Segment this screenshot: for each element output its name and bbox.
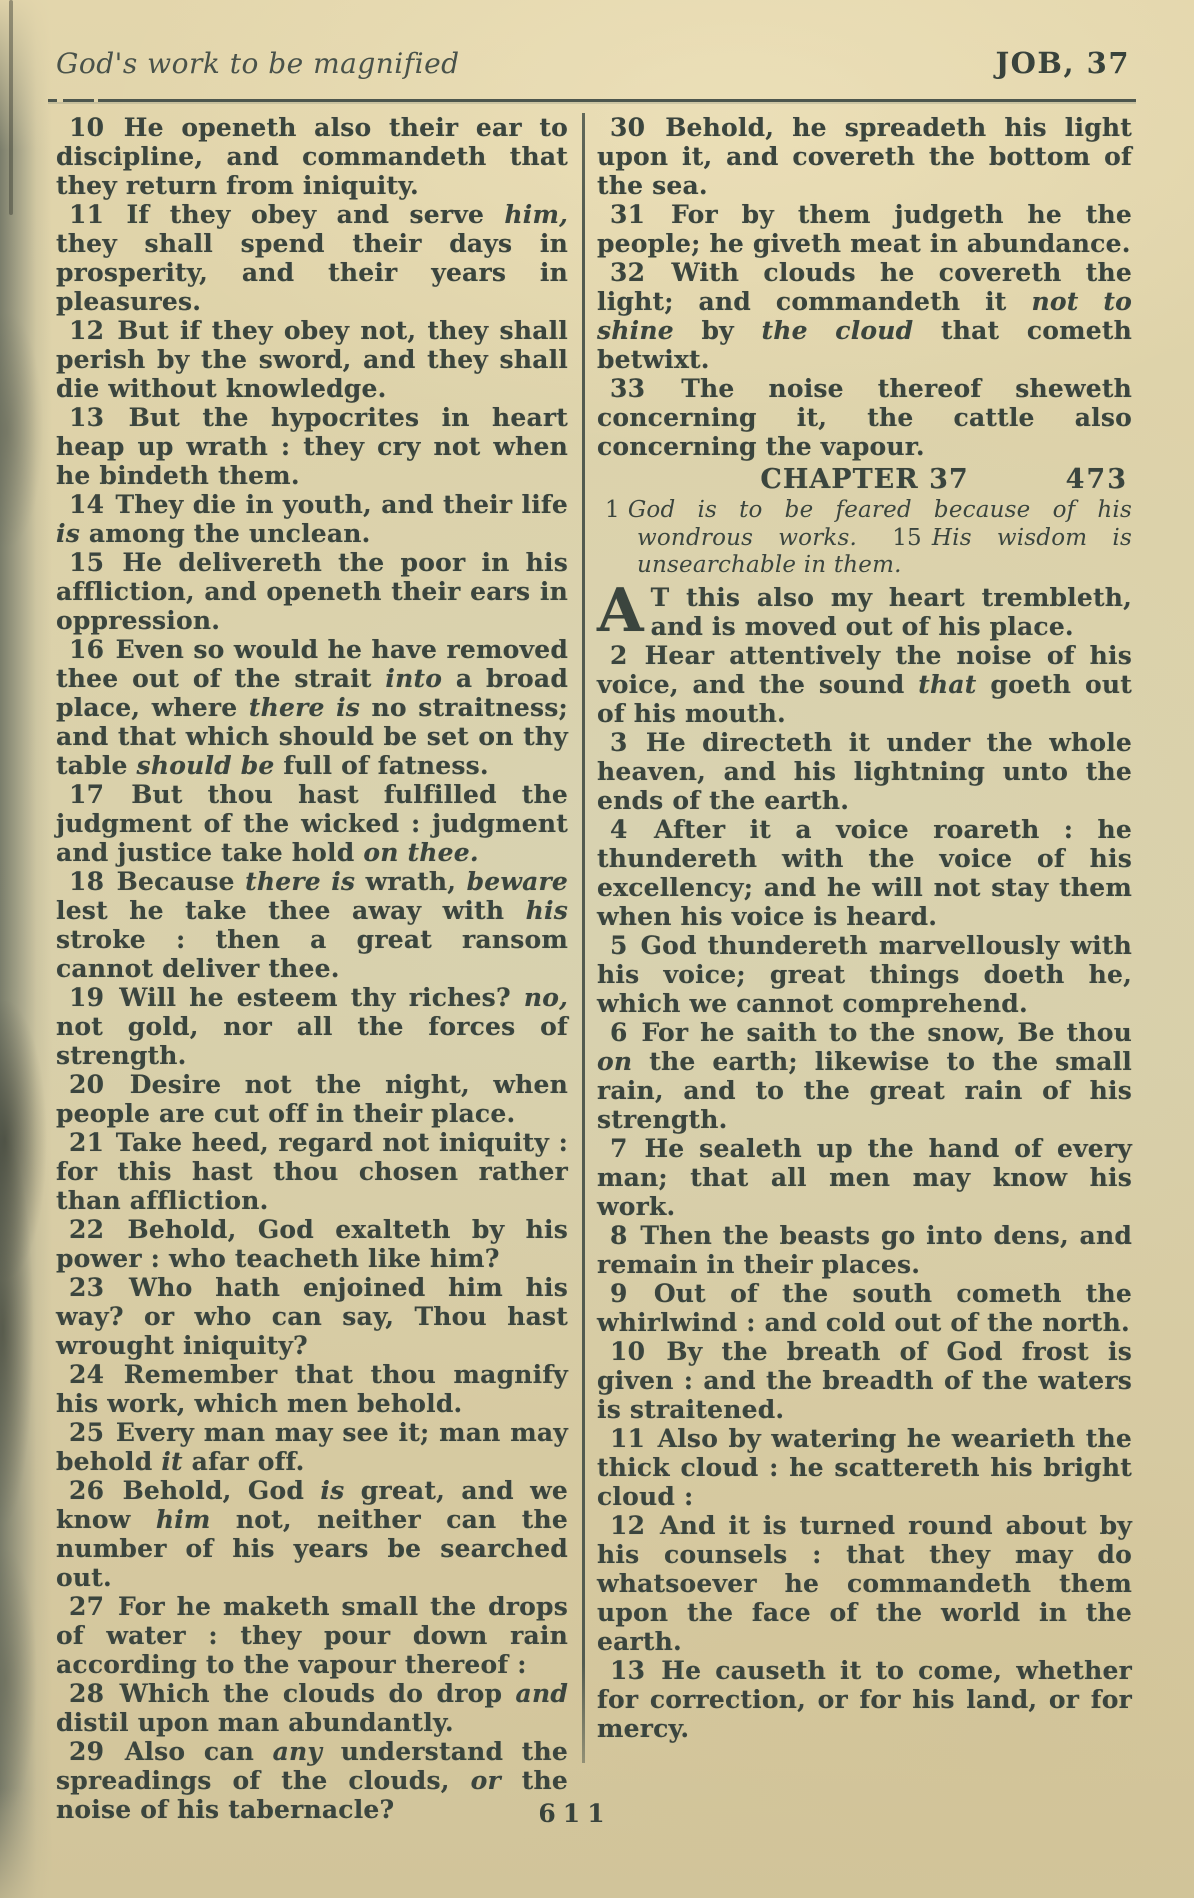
verse-37-7: 7 He sealeth up the hand of every man; that all men may know his work. [597, 1133, 1132, 1221]
summary-verse-ref: 1 [605, 497, 620, 523]
chapter-37-verses [597, 641, 1132, 1743]
verse-36-16: 16 Even so would he have removed thee out of the strait into a broad place, where there is no straitness; and that which should be set on thy table should be full of fatness. [56, 635, 568, 780]
column-divider [582, 113, 585, 1763]
verse-number: 20 [69, 1070, 105, 1099]
summary-text: His wisdom is unsearchable in them. [637, 524, 1132, 578]
book-chapter-reference: JOB, 37 [995, 46, 1130, 80]
verse-number: 28 [69, 1679, 105, 1708]
chapter-summary [605, 497, 1132, 580]
verse-number: 19 [69, 983, 105, 1012]
verse-36-10: 10 He openeth also their ear to discipline, and commandeth that they return from iniquity. [56, 113, 568, 200]
verse-number: 12 [610, 1510, 646, 1540]
verse-number: 16 [69, 635, 105, 664]
verse-36-13: 13 But the hypocrites in heart heap up wrath : they cry not when he bindeth them. [56, 403, 568, 490]
verse-36-21: 21 Take heed, regard not iniquity : for this hast thou chosen rather than affliction. [56, 1128, 568, 1215]
verse-number: 25 [69, 1418, 105, 1447]
verse-36-33: 33 The noise thereof sheweth concerning it, the cattle also concerning the vapour. [597, 374, 1132, 461]
verse-number: 6 [610, 1017, 628, 1047]
verse-37-13: 13 He causeth it to come, whether for correction, or for his land, or for mercy. [597, 1655, 1132, 1743]
verse-36-22: 22 Behold, God exalteth by his power : who teacheth like him? [56, 1215, 568, 1273]
verse-number: 11 [610, 1423, 646, 1453]
verse-37-6: 6 For he saith to the snow, Be thou on the earth; likewise to the small rain, and to the great rain of his strength. [597, 1017, 1133, 1134]
chapter-title: CHAPTER 37 [760, 464, 969, 495]
verse-number: 12 [69, 316, 105, 345]
verse-36-18: 18 Because there is wrath, beware lest he take thee away with his stroke : then a great ransom cannot deliver thee. [56, 867, 568, 983]
verse-36-31: 31 For by them judgeth he the people; he giveth meat in abundance. [597, 200, 1132, 258]
verse-36-26: 26 Behold, God is great, and we know him not, neither can the number of his years be searched out. [56, 1476, 568, 1592]
verse-36-17: 17 But thou hast fulfilled the judgment of the wicked : judgment and justice take hold on thee. [56, 780, 568, 867]
verse-36-20: 20 Desire not the night, when people are cut off in their place. [56, 1070, 569, 1128]
verse-number: 13 [610, 1655, 646, 1685]
verse-36-24: 24 Remember that thou magnify his work, which men behold. [56, 1360, 569, 1418]
verse-36-29: 29 Also can any understand the spreadings of the clouds, or the noise of his tabernacle? [56, 1737, 568, 1824]
verse-number: 2 [610, 640, 628, 670]
verse-number: 23 [69, 1273, 105, 1302]
verse-number: 21 [69, 1128, 105, 1157]
verse-37-11: 11 Also by watering he wearieth the thick cloud : he scattereth his bright cloud : [597, 1423, 1132, 1511]
verse-number: 30 [610, 113, 646, 142]
summary-text: God is to be feared because of his wondrous works. [627, 497, 1132, 551]
chapter-heading [597, 465, 1132, 494]
verse-number: 8 [610, 1220, 628, 1250]
verse-number: 10 [69, 113, 105, 142]
verse-36-25: 25 Every man may see it; man may behold it afar off. [56, 1418, 568, 1476]
verse-number: 9 [610, 1278, 628, 1308]
verse-37-2: 2 Hear attentively the noise of his voice, and the sound that goeth out of his mouth. [597, 640, 1132, 728]
verse-37-8: 8 Then the beasts go into dens, and remain in their places. [597, 1220, 1133, 1279]
verse-number: 22 [69, 1215, 105, 1244]
verse-number: 13 [69, 403, 105, 432]
verse-number: 3 [610, 727, 628, 757]
verse-number: 5 [610, 930, 628, 960]
verse-36-28: 28 Which the clouds do drop and distil upon man abundantly. [56, 1679, 569, 1737]
verse-number: 33 [610, 374, 646, 403]
verse-number: 14 [69, 490, 105, 519]
verse-number: 15 [69, 548, 105, 577]
verse-number: 7 [610, 1133, 628, 1163]
verse-36-15: 15 He delivereth the poor in his affliction, and openeth their ears in oppression. [56, 548, 569, 635]
verse-36-12: 12 But if they obey not, they shall perish by the sword, and they shall die without knowledge. [56, 316, 568, 403]
chapter-36-continuation [597, 113, 1132, 461]
verse-36-11: 11 If they obey and serve him, they shall spend their days in prosperity, and their years in pleasures. [56, 200, 569, 316]
scan-gutter-edge [0, 0, 52, 1898]
verse-37-9: 9 Out of the south cometh the whirlwind : and cold out of the north. [597, 1278, 1132, 1337]
verse-36-27: 27 For he maketh small the drops of water : they pour down rain according to the vapour thereof : [56, 1592, 568, 1679]
chapter-side-number: 473 [1065, 464, 1128, 495]
running-title: God's work to be magnified [56, 47, 460, 80]
drop-cap-initial: A [597, 575, 644, 646]
verse-37-1: A T this also my heart trembleth, and is moved out of his place. [597, 575, 1132, 646]
verse-number: 24 [69, 1360, 105, 1389]
scan-edge-line [9, 0, 13, 215]
verse-36-19: 19 Will he esteem thy riches? no, not gold, nor all the forces of strength. [56, 983, 568, 1070]
verse-37-10: 10 By the breath of God frost is given : and the breadth of the waters is straitened. [597, 1336, 1132, 1424]
page-header [56, 46, 1130, 80]
verse-36-30: 30 Behold, he spreadeth his light upon it, and covereth the bottom of the sea. [597, 113, 1132, 200]
verse-number: 4 [610, 814, 628, 844]
verse-36-32: 32 With clouds he covereth the light; and commandeth it not to shine by the cloud that cometh betwixt. [597, 258, 1133, 374]
verse-number: 10 [610, 1336, 646, 1366]
verse-number: 32 [610, 258, 646, 287]
verse-number: 31 [610, 200, 646, 229]
verse-37-4: 4 After it a voice roareth : he thundereth with the voice of his excellency; and he will not stay them when his voice is heard. [597, 814, 1133, 931]
left-column [56, 113, 568, 1824]
verse-36-23: 23 Who hath enjoined him his way? or who can say, Thou hast wrought iniquity? [56, 1273, 569, 1360]
verse-37-3: 3 He directeth it under the whole heaven, and his lightning unto the ends of the earth. [597, 727, 1132, 815]
verse-number: 26 [69, 1476, 105, 1505]
verse-number: 29 [69, 1737, 105, 1766]
summary-verse-ref: 15 [892, 524, 922, 551]
header-rule [48, 99, 1136, 102]
page-number: 611 [538, 1799, 612, 1828]
text-columns [56, 113, 1132, 1824]
verse-number: 27 [69, 1592, 105, 1621]
verse-37-12: 12 And it is turned round about by his counsels : that they may do whatsoever he commandeth them upon the face of the world in the earth. [597, 1510, 1132, 1656]
verse-36-14: 14 They die in youth, and their life is among the unclean. [56, 490, 568, 548]
right-column [597, 113, 1132, 1743]
verse-number: 17 [69, 780, 105, 809]
verse-number: 18 [69, 867, 105, 896]
verse-37-5: 5 God thundereth marvellously with his voice; great things doeth he, which we cannot comprehend. [597, 930, 1132, 1018]
verse-number: 11 [69, 200, 105, 229]
